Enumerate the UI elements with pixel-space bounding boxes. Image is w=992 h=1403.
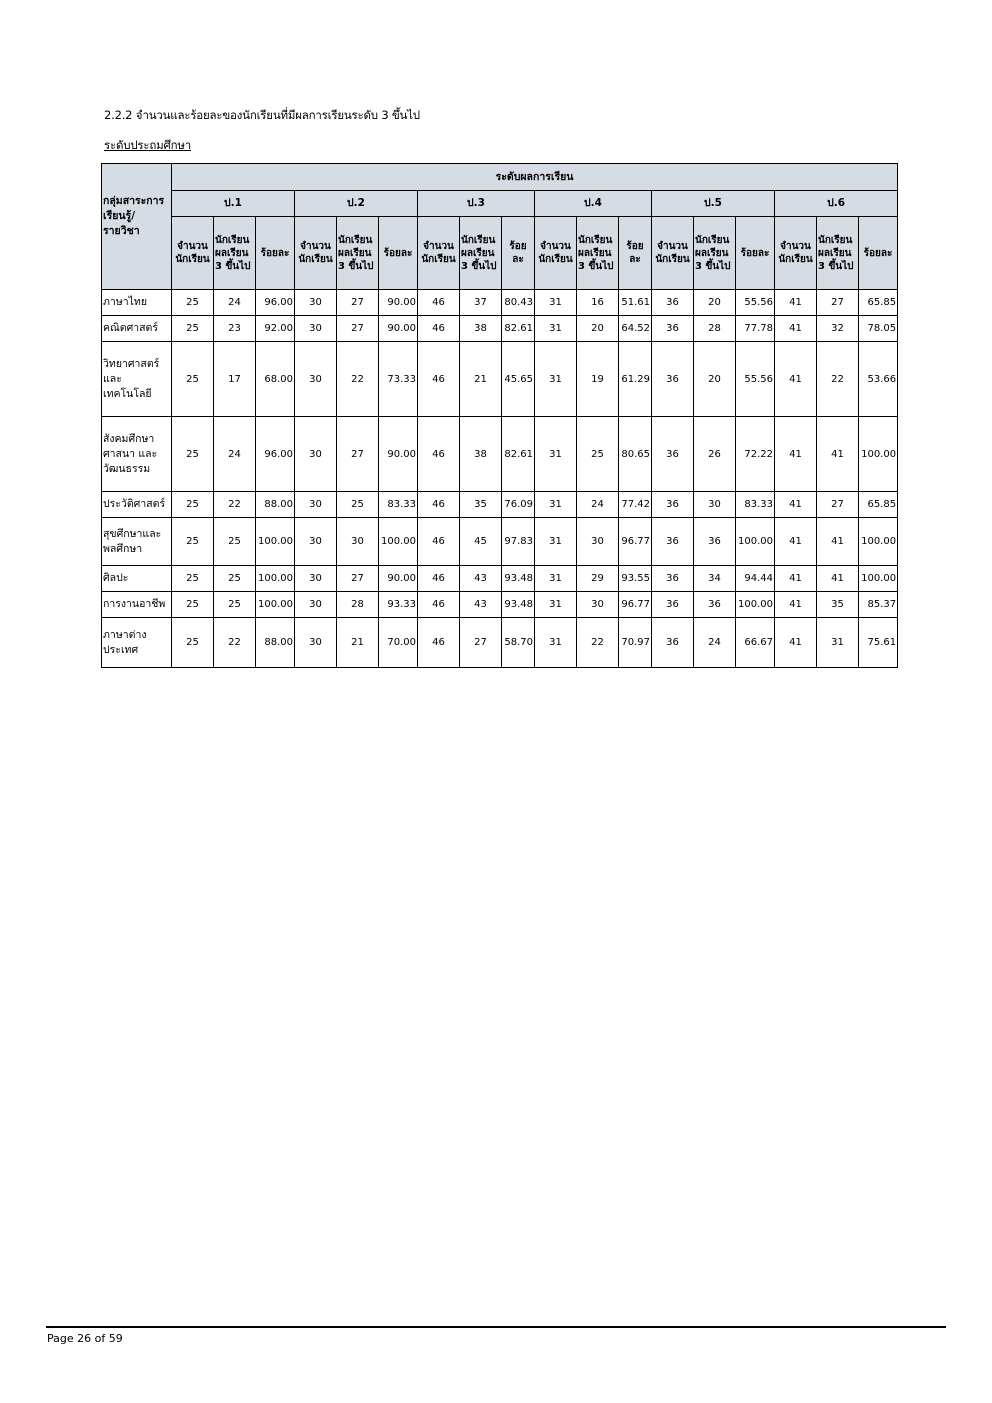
student-count: 46: [418, 566, 460, 592]
cell-line: 3 ขึ้นไป: [818, 260, 854, 272]
passed-percent: 85.37: [859, 592, 898, 618]
passed-count: 29: [577, 566, 619, 592]
passed-count: 22: [817, 342, 859, 417]
section-heading: 2.2.2 จำนวนและร้อยละของนักเรียนที่มีผลการเรียนระดับ 3 ขึ้นไป: [104, 108, 420, 122]
passed-count: 24: [214, 417, 256, 492]
student-count: 25: [172, 618, 214, 668]
percent-header: [502, 217, 535, 290]
passed-count: 27: [817, 290, 859, 316]
student-count: 41: [775, 316, 817, 342]
student-count: 30: [295, 290, 337, 316]
passed-count: 30: [577, 592, 619, 618]
cell-line: นักเรียน: [778, 254, 813, 265]
subject-name: [102, 518, 172, 566]
student-count: 31: [535, 492, 577, 518]
passed-percent: 96.00: [256, 290, 295, 316]
student-count: 36: [652, 592, 694, 618]
passed-count: 41: [817, 417, 859, 492]
student-count: 25: [172, 316, 214, 342]
passed-count: 34: [694, 566, 736, 592]
cell-line: ผลเรียน: [818, 247, 852, 259]
page-number: Page 26 of 59: [47, 1332, 123, 1345]
cell-line: ผลเรียน: [215, 247, 249, 259]
table-row: [102, 342, 898, 417]
cell-line: ร้อยละ: [740, 247, 770, 259]
footer-divider: [46, 1326, 946, 1328]
passed-count: 20: [577, 316, 619, 342]
cell-line: นักเรียน: [578, 234, 613, 246]
cell-line: 3 ขึ้นไป: [695, 260, 731, 272]
passed-count: 35: [460, 492, 502, 518]
cell-line: กลุ่มสาระการ: [103, 195, 165, 207]
student-count: 25: [172, 518, 214, 566]
passed-percent: 93.33: [379, 592, 418, 618]
cell-line: นักเรียน: [421, 254, 456, 265]
passed-count: 27: [337, 566, 379, 592]
passed-percent: 100.00: [256, 592, 295, 618]
cell-line: จำนวน: [780, 241, 811, 252]
passed-count: 25: [337, 492, 379, 518]
student-count: 36: [652, 618, 694, 668]
passed-percent: 96.77: [619, 518, 652, 566]
passed-percent: 80.43: [502, 290, 535, 316]
passed-percent: 75.61: [859, 618, 898, 668]
cell-line: ร้อยละ: [260, 247, 290, 259]
passed-percent: 82.61: [502, 316, 535, 342]
passed-count: 43: [460, 566, 502, 592]
cell-line: นักเรียน: [175, 254, 210, 265]
cell-line: ร้อย: [626, 241, 644, 252]
student-count: 30: [295, 492, 337, 518]
passed-count: 25: [214, 566, 256, 592]
passed-count: 27: [817, 492, 859, 518]
passed-percent: 83.33: [736, 492, 775, 518]
passed-count: 37: [460, 290, 502, 316]
grade-header: ป.4: [535, 191, 652, 217]
passed-percent: 90.00: [379, 290, 418, 316]
cell-line: ร้อยละ: [863, 247, 893, 259]
student-count: 41: [775, 618, 817, 668]
student-count: 41: [775, 342, 817, 417]
passed-percent: 66.67: [736, 618, 775, 668]
subject-name: [102, 566, 172, 592]
table-row: [102, 417, 898, 492]
passed-percent: 100.00: [379, 518, 418, 566]
passed-percent: 51.61: [619, 290, 652, 316]
student-count: 25: [172, 492, 214, 518]
passed-percent: 90.00: [379, 316, 418, 342]
passed-header: [577, 217, 619, 290]
student-count: 31: [535, 618, 577, 668]
grade-header: ป.1: [172, 191, 295, 217]
level-subheading: ระดับประถมศึกษา: [104, 138, 192, 152]
student-count: 41: [775, 592, 817, 618]
student-count: 25: [172, 290, 214, 316]
cell-line: จำนวน: [177, 241, 208, 252]
student-count: 41: [775, 290, 817, 316]
percent-header: [256, 217, 295, 290]
student-count: 46: [418, 316, 460, 342]
passed-percent: 88.00: [256, 492, 295, 518]
subject-header: [102, 164, 172, 290]
cell-line: รายวิชา: [103, 225, 140, 237]
student-count: 31: [535, 518, 577, 566]
passed-count: 30: [694, 492, 736, 518]
passed-count: 24: [694, 618, 736, 668]
cell-line: ศิลปะ: [103, 572, 129, 584]
cell-line: นักเรียน: [695, 234, 730, 246]
student-count: 46: [418, 618, 460, 668]
passed-count: 27: [337, 417, 379, 492]
count-header: [535, 217, 577, 290]
passed-count: 32: [817, 316, 859, 342]
passed-percent: 72.22: [736, 417, 775, 492]
count-header: [652, 217, 694, 290]
student-count: 30: [295, 618, 337, 668]
passed-count: 19: [577, 342, 619, 417]
student-count: 46: [418, 492, 460, 518]
passed-percent: 64.52: [619, 316, 652, 342]
cell-line: ผลเรียน: [578, 247, 612, 259]
cell-line: จำนวน: [657, 241, 688, 252]
student-count: 31: [535, 316, 577, 342]
passed-percent: 100.00: [256, 566, 295, 592]
passed-count: 25: [214, 592, 256, 618]
cell-line: การงานอาชีพ: [103, 598, 166, 610]
cell-line: วิทยาศาสตร์: [103, 357, 160, 370]
cell-line: จำนวน: [300, 241, 331, 252]
table-row: [102, 290, 898, 316]
passed-percent: 100.00: [859, 566, 898, 592]
passed-count: 41: [817, 518, 859, 566]
count-header: [295, 217, 337, 290]
passed-count: 22: [214, 618, 256, 668]
passed-count: 21: [460, 342, 502, 417]
passed-count: 28: [337, 592, 379, 618]
cell-line: 3 ขึ้นไป: [578, 260, 614, 272]
percent-header: [619, 217, 652, 290]
passed-percent: 97.83: [502, 518, 535, 566]
student-count: 41: [775, 566, 817, 592]
student-count: 25: [172, 592, 214, 618]
passed-percent: 93.55: [619, 566, 652, 592]
passed-percent: 70.00: [379, 618, 418, 668]
passed-percent: 90.00: [379, 417, 418, 492]
student-count: 31: [535, 417, 577, 492]
results-table: [101, 163, 898, 668]
grade-header: ป.5: [652, 191, 775, 217]
passed-count: 27: [337, 290, 379, 316]
cell-line: ผลเรียน: [695, 247, 729, 259]
passed-percent: 65.85: [859, 290, 898, 316]
student-count: 30: [295, 316, 337, 342]
passed-count: 38: [460, 417, 502, 492]
passed-count: 27: [337, 316, 379, 342]
passed-percent: 78.05: [859, 316, 898, 342]
passed-count: 26: [694, 417, 736, 492]
grade-header: ป.6: [775, 191, 898, 217]
passed-header: [460, 217, 502, 290]
cell-line: ประวัติศาสตร์: [103, 498, 166, 510]
student-count: 46: [418, 518, 460, 566]
passed-percent: 55.56: [736, 342, 775, 417]
student-count: 31: [535, 290, 577, 316]
passed-count: 30: [337, 518, 379, 566]
passed-percent: 100.00: [736, 518, 775, 566]
passed-count: 45: [460, 518, 502, 566]
passed-header: [694, 217, 736, 290]
student-count: 25: [172, 566, 214, 592]
passed-percent: 65.85: [859, 492, 898, 518]
passed-count: 20: [694, 290, 736, 316]
subject-name: [102, 342, 172, 417]
student-count: 36: [652, 290, 694, 316]
passed-percent: 70.97: [619, 618, 652, 668]
table-row: [102, 316, 898, 342]
student-count: 36: [652, 316, 694, 342]
cell-line: นักเรียน: [538, 254, 573, 265]
passed-count: 43: [460, 592, 502, 618]
cell-line: นักเรียน: [655, 254, 690, 265]
passed-percent: 100.00: [859, 417, 898, 492]
student-count: 30: [295, 417, 337, 492]
table-row: [102, 618, 898, 668]
count-header: [172, 217, 214, 290]
table-row: [102, 492, 898, 518]
passed-header: [337, 217, 379, 290]
cell-line: พลศึกษา: [103, 542, 143, 555]
student-count: 31: [535, 342, 577, 417]
student-count: 30: [295, 592, 337, 618]
passed-count: 35: [817, 592, 859, 618]
cell-line: นักเรียน: [298, 254, 333, 265]
passed-count: 27: [460, 618, 502, 668]
passed-count: 31: [817, 618, 859, 668]
passed-percent: 94.44: [736, 566, 775, 592]
percent-header: [736, 217, 775, 290]
cell-line: ภาษาไทย: [103, 296, 147, 308]
grade-header: ป.2: [295, 191, 418, 217]
student-count: 36: [652, 566, 694, 592]
student-count: 36: [652, 492, 694, 518]
passed-count: 16: [577, 290, 619, 316]
cell-line: ละ: [512, 254, 524, 265]
passed-percent: 92.00: [256, 316, 295, 342]
cell-line: ผลเรียน: [338, 247, 372, 259]
cell-line: สังคมศึกษา: [103, 432, 155, 445]
student-count: 46: [418, 342, 460, 417]
passed-percent: 93.48: [502, 566, 535, 592]
passed-percent: 96.77: [619, 592, 652, 618]
percent-header: [379, 217, 418, 290]
passed-percent: 73.33: [379, 342, 418, 417]
student-count: 41: [775, 417, 817, 492]
cell-line: วัฒนธรรม: [103, 462, 151, 475]
passed-count: 23: [214, 316, 256, 342]
table-row: [102, 518, 898, 566]
cell-line: ภาษาต่าง: [103, 628, 147, 641]
student-count: 41: [775, 518, 817, 566]
passed-percent: 53.66: [859, 342, 898, 417]
passed-header: [214, 217, 256, 290]
passed-header: [817, 217, 859, 290]
passed-count: 36: [694, 592, 736, 618]
passed-count: 22: [337, 342, 379, 417]
passed-percent: 68.00: [256, 342, 295, 417]
student-count: 41: [775, 492, 817, 518]
passed-count: 24: [214, 290, 256, 316]
passed-count: 36: [694, 518, 736, 566]
passed-count: 28: [694, 316, 736, 342]
cell-line: ผลเรียน: [461, 247, 495, 259]
subject-name: [102, 492, 172, 518]
cell-line: นักเรียน: [461, 234, 496, 246]
passed-percent: 45.65: [502, 342, 535, 417]
count-header: [418, 217, 460, 290]
percent-header: [859, 217, 898, 290]
cell-line: จำนวน: [540, 241, 571, 252]
subject-name: [102, 316, 172, 342]
cell-line: ศาสนา และ: [103, 447, 158, 460]
subject-name: [102, 592, 172, 618]
passed-percent: 93.48: [502, 592, 535, 618]
student-count: 46: [418, 290, 460, 316]
cell-line: นักเรียน: [818, 234, 853, 246]
student-count: 25: [172, 342, 214, 417]
student-count: 30: [295, 518, 337, 566]
passed-percent: 83.33: [379, 492, 418, 518]
student-count: 30: [295, 342, 337, 417]
passed-count: 25: [214, 518, 256, 566]
cell-line: จำนวน: [423, 241, 454, 252]
cell-line: ร้อยละ: [383, 247, 413, 259]
passed-count: 24: [577, 492, 619, 518]
passed-percent: 76.09: [502, 492, 535, 518]
passed-percent: 77.78: [736, 316, 775, 342]
table-row: [102, 592, 898, 618]
passed-percent: 55.56: [736, 290, 775, 316]
passed-percent: 100.00: [859, 518, 898, 566]
passed-count: 38: [460, 316, 502, 342]
cell-line: และ: [103, 372, 122, 385]
student-count: 36: [652, 342, 694, 417]
passed-count: 22: [577, 618, 619, 668]
passed-percent: 88.00: [256, 618, 295, 668]
passed-count: 22: [214, 492, 256, 518]
subject-name: [102, 417, 172, 492]
cell-line: นักเรียน: [338, 234, 373, 246]
passed-percent: 80.65: [619, 417, 652, 492]
student-count: 31: [535, 592, 577, 618]
cell-line: ละ: [629, 254, 641, 265]
grade-header: ป.3: [418, 191, 535, 217]
cell-line: นักเรียน: [215, 234, 250, 246]
cell-line: 3 ขึ้นไป: [338, 260, 374, 272]
student-count: 31: [535, 566, 577, 592]
cell-line: ประเทศ: [103, 643, 139, 656]
passed-percent: 77.42: [619, 492, 652, 518]
passed-percent: 96.00: [256, 417, 295, 492]
achievement-level-header: ระดับผลการเรียน: [172, 164, 898, 191]
student-count: 46: [418, 592, 460, 618]
cell-line: เรียนรู้/: [103, 210, 136, 222]
student-count: 30: [295, 566, 337, 592]
passed-percent: 61.29: [619, 342, 652, 417]
table-row: [102, 566, 898, 592]
cell-line: ร้อย: [509, 241, 527, 252]
count-header: [775, 217, 817, 290]
student-count: 46: [418, 417, 460, 492]
cell-line: คณิตศาสตร์: [103, 322, 159, 334]
passed-percent: 82.61: [502, 417, 535, 492]
passed-count: 41: [817, 566, 859, 592]
cell-line: 3 ขึ้นไป: [215, 260, 251, 272]
cell-line: เทคโนโลยี: [103, 387, 152, 400]
passed-count: 17: [214, 342, 256, 417]
passed-count: 30: [577, 518, 619, 566]
student-count: 25: [172, 417, 214, 492]
cell-line: 3 ขึ้นไป: [461, 260, 497, 272]
subject-name: [102, 618, 172, 668]
passed-count: 20: [694, 342, 736, 417]
passed-count: 25: [577, 417, 619, 492]
passed-percent: 100.00: [256, 518, 295, 566]
passed-percent: 90.00: [379, 566, 418, 592]
student-count: 36: [652, 518, 694, 566]
passed-percent: 100.00: [736, 592, 775, 618]
passed-percent: 58.70: [502, 618, 535, 668]
passed-count: 21: [337, 618, 379, 668]
cell-line: สุขศึกษาและ: [103, 527, 162, 540]
subject-name: [102, 290, 172, 316]
student-count: 36: [652, 417, 694, 492]
